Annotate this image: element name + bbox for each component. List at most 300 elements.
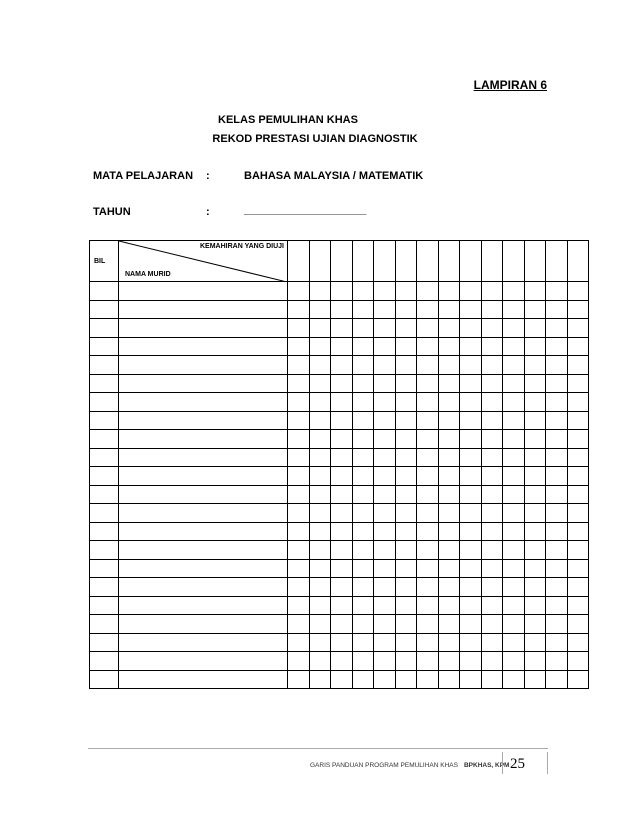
bil-cell[interactable] (90, 448, 119, 467)
skill-result-cell[interactable] (352, 337, 374, 356)
student-name-cell[interactable] (119, 467, 288, 486)
skill-result-cell[interactable] (352, 393, 374, 412)
skill-result-cell[interactable] (503, 596, 525, 615)
skill-result-cell[interactable] (288, 652, 310, 671)
skill-result-cell[interactable] (331, 504, 353, 523)
skill-result-cell[interactable] (331, 393, 353, 412)
skill-header-cell[interactable] (567, 241, 589, 282)
skill-result-cell[interactable] (352, 652, 374, 671)
skill-result-cell[interactable] (395, 411, 417, 430)
bil-cell[interactable] (90, 578, 119, 597)
skill-result-cell[interactable] (417, 282, 439, 301)
skill-result-cell[interactable] (567, 356, 589, 375)
skill-result-cell[interactable] (417, 485, 439, 504)
skill-result-cell[interactable] (438, 430, 460, 449)
skill-header-cell[interactable] (481, 241, 503, 282)
skill-result-cell[interactable] (546, 282, 568, 301)
skill-result-cell[interactable] (481, 448, 503, 467)
skill-result-cell[interactable] (524, 541, 546, 560)
skill-result-cell[interactable] (503, 430, 525, 449)
skill-result-cell[interactable] (546, 393, 568, 412)
skill-result-cell[interactable] (309, 541, 331, 560)
skill-result-cell[interactable] (374, 485, 396, 504)
skill-result-cell[interactable] (460, 670, 482, 689)
skill-result-cell[interactable] (524, 467, 546, 486)
skill-result-cell[interactable] (460, 393, 482, 412)
skill-result-cell[interactable] (309, 485, 331, 504)
skill-result-cell[interactable] (374, 670, 396, 689)
skill-result-cell[interactable] (503, 541, 525, 560)
skill-result-cell[interactable] (288, 633, 310, 652)
skill-result-cell[interactable] (546, 522, 568, 541)
skill-result-cell[interactable] (546, 578, 568, 597)
skill-result-cell[interactable] (438, 448, 460, 467)
skill-result-cell[interactable] (503, 670, 525, 689)
student-name-cell[interactable] (119, 319, 288, 338)
skill-result-cell[interactable] (524, 652, 546, 671)
bil-cell[interactable] (90, 337, 119, 356)
skill-result-cell[interactable] (481, 300, 503, 319)
skill-result-cell[interactable] (331, 578, 353, 597)
skill-result-cell[interactable] (331, 282, 353, 301)
skill-result-cell[interactable] (524, 504, 546, 523)
skill-result-cell[interactable] (460, 596, 482, 615)
skill-result-cell[interactable] (417, 467, 439, 486)
skill-header-cell[interactable] (309, 241, 331, 282)
skill-result-cell[interactable] (460, 282, 482, 301)
skill-result-cell[interactable] (524, 393, 546, 412)
skill-result-cell[interactable] (288, 522, 310, 541)
skill-result-cell[interactable] (309, 430, 331, 449)
skill-result-cell[interactable] (331, 430, 353, 449)
skill-result-cell[interactable] (460, 300, 482, 319)
skill-result-cell[interactable] (309, 633, 331, 652)
skill-result-cell[interactable] (438, 596, 460, 615)
skill-result-cell[interactable] (374, 374, 396, 393)
skill-result-cell[interactable] (374, 282, 396, 301)
skill-result-cell[interactable] (395, 578, 417, 597)
student-name-cell[interactable] (119, 485, 288, 504)
bil-cell[interactable] (90, 467, 119, 486)
skill-result-cell[interactable] (524, 615, 546, 634)
skill-result-cell[interactable] (309, 282, 331, 301)
skill-result-cell[interactable] (438, 300, 460, 319)
skill-result-cell[interactable] (546, 485, 568, 504)
bil-cell[interactable] (90, 522, 119, 541)
skill-result-cell[interactable] (288, 485, 310, 504)
student-name-cell[interactable] (119, 522, 288, 541)
bil-cell[interactable] (90, 430, 119, 449)
skill-result-cell[interactable] (503, 578, 525, 597)
skill-result-cell[interactable] (503, 504, 525, 523)
skill-result-cell[interactable] (331, 300, 353, 319)
skill-result-cell[interactable] (331, 448, 353, 467)
skill-result-cell[interactable] (331, 670, 353, 689)
student-name-cell[interactable] (119, 559, 288, 578)
skill-result-cell[interactable] (438, 670, 460, 689)
skill-result-cell[interactable] (524, 559, 546, 578)
skill-result-cell[interactable] (352, 448, 374, 467)
skill-result-cell[interactable] (331, 633, 353, 652)
skill-result-cell[interactable] (417, 448, 439, 467)
skill-result-cell[interactable] (395, 670, 417, 689)
skill-result-cell[interactable] (567, 448, 589, 467)
skill-result-cell[interactable] (374, 615, 396, 634)
skill-result-cell[interactable] (481, 652, 503, 671)
skill-result-cell[interactable] (374, 467, 396, 486)
skill-result-cell[interactable] (546, 374, 568, 393)
skill-result-cell[interactable] (374, 300, 396, 319)
skill-result-cell[interactable] (395, 559, 417, 578)
skill-result-cell[interactable] (503, 393, 525, 412)
skill-result-cell[interactable] (352, 356, 374, 375)
skill-result-cell[interactable] (395, 430, 417, 449)
skill-result-cell[interactable] (438, 393, 460, 412)
skill-result-cell[interactable] (352, 633, 374, 652)
skill-result-cell[interactable] (481, 356, 503, 375)
skill-result-cell[interactable] (288, 615, 310, 634)
skill-result-cell[interactable] (352, 282, 374, 301)
skill-result-cell[interactable] (309, 652, 331, 671)
skill-result-cell[interactable] (503, 633, 525, 652)
student-name-cell[interactable] (119, 356, 288, 375)
skill-result-cell[interactable] (288, 541, 310, 560)
skill-result-cell[interactable] (395, 337, 417, 356)
skill-result-cell[interactable] (438, 615, 460, 634)
skill-result-cell[interactable] (460, 467, 482, 486)
bil-cell[interactable] (90, 411, 119, 430)
skill-result-cell[interactable] (417, 670, 439, 689)
skill-result-cell[interactable] (438, 559, 460, 578)
student-name-cell[interactable] (119, 615, 288, 634)
skill-result-cell[interactable] (481, 670, 503, 689)
skill-result-cell[interactable] (352, 596, 374, 615)
skill-result-cell[interactable] (567, 411, 589, 430)
skill-result-cell[interactable] (352, 430, 374, 449)
skill-result-cell[interactable] (417, 300, 439, 319)
skill-result-cell[interactable] (288, 430, 310, 449)
skill-header-cell[interactable] (395, 241, 417, 282)
skill-result-cell[interactable] (288, 670, 310, 689)
student-name-cell[interactable] (119, 411, 288, 430)
skill-result-cell[interactable] (374, 578, 396, 597)
bil-cell[interactable] (90, 596, 119, 615)
skill-result-cell[interactable] (395, 319, 417, 338)
skill-result-cell[interactable] (567, 374, 589, 393)
skill-result-cell[interactable] (567, 596, 589, 615)
skill-result-cell[interactable] (417, 337, 439, 356)
skill-result-cell[interactable] (288, 300, 310, 319)
skill-result-cell[interactable] (546, 559, 568, 578)
skill-result-cell[interactable] (438, 633, 460, 652)
bil-cell[interactable] (90, 504, 119, 523)
skill-result-cell[interactable] (309, 356, 331, 375)
skill-result-cell[interactable] (524, 485, 546, 504)
skill-result-cell[interactable] (567, 467, 589, 486)
skill-result-cell[interactable] (352, 522, 374, 541)
skill-result-cell[interactable] (438, 356, 460, 375)
skill-result-cell[interactable] (460, 337, 482, 356)
skill-result-cell[interactable] (524, 411, 546, 430)
skill-result-cell[interactable] (567, 652, 589, 671)
skill-result-cell[interactable] (503, 448, 525, 467)
skill-result-cell[interactable] (288, 319, 310, 338)
skill-result-cell[interactable] (546, 356, 568, 375)
skill-result-cell[interactable] (481, 430, 503, 449)
skill-result-cell[interactable] (503, 319, 525, 338)
skill-result-cell[interactable] (546, 411, 568, 430)
skill-result-cell[interactable] (417, 374, 439, 393)
skill-result-cell[interactable] (567, 282, 589, 301)
student-name-cell[interactable] (119, 504, 288, 523)
skill-result-cell[interactable] (352, 578, 374, 597)
skill-result-cell[interactable] (524, 282, 546, 301)
skill-result-cell[interactable] (309, 504, 331, 523)
skill-result-cell[interactable] (438, 467, 460, 486)
skill-result-cell[interactable] (460, 633, 482, 652)
skill-header-cell[interactable] (417, 241, 439, 282)
student-name-cell[interactable] (119, 670, 288, 689)
skill-result-cell[interactable] (395, 522, 417, 541)
skill-result-cell[interactable] (503, 652, 525, 671)
skill-result-cell[interactable] (374, 559, 396, 578)
skill-result-cell[interactable] (352, 374, 374, 393)
skill-result-cell[interactable] (567, 319, 589, 338)
skill-result-cell[interactable] (546, 430, 568, 449)
skill-result-cell[interactable] (524, 448, 546, 467)
skill-result-cell[interactable] (331, 559, 353, 578)
skill-result-cell[interactable] (546, 504, 568, 523)
student-name-cell[interactable] (119, 596, 288, 615)
skill-result-cell[interactable] (481, 522, 503, 541)
skill-result-cell[interactable] (524, 430, 546, 449)
skill-result-cell[interactable] (438, 374, 460, 393)
skill-result-cell[interactable] (567, 559, 589, 578)
skill-result-cell[interactable] (417, 319, 439, 338)
skill-result-cell[interactable] (546, 652, 568, 671)
bil-cell[interactable] (90, 319, 119, 338)
skill-result-cell[interactable] (309, 615, 331, 634)
skill-result-cell[interactable] (438, 485, 460, 504)
skill-result-cell[interactable] (460, 319, 482, 338)
bil-cell[interactable] (90, 356, 119, 375)
skill-result-cell[interactable] (417, 430, 439, 449)
skill-result-cell[interactable] (503, 411, 525, 430)
skill-result-cell[interactable] (524, 522, 546, 541)
skill-header-cell[interactable] (524, 241, 546, 282)
student-name-cell[interactable] (119, 282, 288, 301)
skill-result-cell[interactable] (567, 633, 589, 652)
student-name-cell[interactable] (119, 430, 288, 449)
bil-cell[interactable] (90, 393, 119, 412)
skill-result-cell[interactable] (438, 522, 460, 541)
skill-result-cell[interactable] (481, 467, 503, 486)
student-name-cell[interactable] (119, 633, 288, 652)
skill-result-cell[interactable] (352, 670, 374, 689)
skill-result-cell[interactable] (331, 467, 353, 486)
skill-header-cell[interactable] (331, 241, 353, 282)
skill-result-cell[interactable] (417, 356, 439, 375)
skill-result-cell[interactable] (288, 504, 310, 523)
skill-result-cell[interactable] (481, 411, 503, 430)
skill-result-cell[interactable] (395, 374, 417, 393)
skill-result-cell[interactable] (288, 411, 310, 430)
skill-result-cell[interactable] (460, 652, 482, 671)
skill-result-cell[interactable] (524, 578, 546, 597)
skill-result-cell[interactable] (309, 467, 331, 486)
student-name-cell[interactable] (119, 578, 288, 597)
skill-result-cell[interactable] (331, 411, 353, 430)
skill-result-cell[interactable] (395, 448, 417, 467)
skill-result-cell[interactable] (503, 337, 525, 356)
skill-result-cell[interactable] (460, 448, 482, 467)
skill-result-cell[interactable] (417, 504, 439, 523)
skill-result-cell[interactable] (374, 337, 396, 356)
skill-result-cell[interactable] (309, 374, 331, 393)
skill-result-cell[interactable] (503, 559, 525, 578)
skill-result-cell[interactable] (503, 282, 525, 301)
skill-result-cell[interactable] (460, 504, 482, 523)
skill-result-cell[interactable] (481, 633, 503, 652)
skill-result-cell[interactable] (546, 670, 568, 689)
skill-header-cell[interactable] (374, 241, 396, 282)
skill-result-cell[interactable] (352, 485, 374, 504)
skill-result-cell[interactable] (352, 541, 374, 560)
skill-result-cell[interactable] (309, 448, 331, 467)
skill-result-cell[interactable] (481, 485, 503, 504)
skill-result-cell[interactable] (288, 282, 310, 301)
bil-cell[interactable] (90, 282, 119, 301)
skill-result-cell[interactable] (417, 652, 439, 671)
skill-result-cell[interactable] (288, 578, 310, 597)
skill-result-cell[interactable] (309, 300, 331, 319)
skill-result-cell[interactable] (309, 596, 331, 615)
skill-result-cell[interactable] (460, 578, 482, 597)
skill-result-cell[interactable] (481, 559, 503, 578)
skill-result-cell[interactable] (309, 559, 331, 578)
student-name-cell[interactable] (119, 374, 288, 393)
skill-result-cell[interactable] (481, 615, 503, 634)
skill-result-cell[interactable] (524, 596, 546, 615)
student-name-cell[interactable] (119, 337, 288, 356)
skill-result-cell[interactable] (524, 300, 546, 319)
skill-result-cell[interactable] (417, 411, 439, 430)
skill-result-cell[interactable] (481, 374, 503, 393)
skill-result-cell[interactable] (395, 504, 417, 523)
skill-result-cell[interactable] (481, 578, 503, 597)
skill-result-cell[interactable] (331, 337, 353, 356)
skill-result-cell[interactable] (503, 485, 525, 504)
skill-result-cell[interactable] (546, 448, 568, 467)
skill-result-cell[interactable] (460, 615, 482, 634)
skill-header-cell[interactable] (503, 241, 525, 282)
skill-result-cell[interactable] (481, 319, 503, 338)
skill-result-cell[interactable] (395, 282, 417, 301)
skill-result-cell[interactable] (524, 319, 546, 338)
skill-result-cell[interactable] (288, 448, 310, 467)
skill-result-cell[interactable] (438, 541, 460, 560)
skill-result-cell[interactable] (503, 615, 525, 634)
skill-result-cell[interactable] (288, 467, 310, 486)
skill-result-cell[interactable] (331, 522, 353, 541)
skill-result-cell[interactable] (374, 541, 396, 560)
skill-result-cell[interactable] (567, 300, 589, 319)
bil-cell[interactable] (90, 559, 119, 578)
skill-result-cell[interactable] (309, 319, 331, 338)
student-name-cell[interactable] (119, 541, 288, 560)
skill-result-cell[interactable] (395, 596, 417, 615)
skill-result-cell[interactable] (374, 356, 396, 375)
student-name-cell[interactable] (119, 393, 288, 412)
skill-result-cell[interactable] (481, 541, 503, 560)
skill-result-cell[interactable] (331, 319, 353, 338)
skill-result-cell[interactable] (331, 485, 353, 504)
skill-result-cell[interactable] (524, 356, 546, 375)
skill-result-cell[interactable] (567, 337, 589, 356)
skill-result-cell[interactable] (460, 430, 482, 449)
bil-cell[interactable] (90, 633, 119, 652)
skill-result-cell[interactable] (460, 522, 482, 541)
student-name-cell[interactable] (119, 300, 288, 319)
skill-result-cell[interactable] (460, 541, 482, 560)
skill-result-cell[interactable] (567, 615, 589, 634)
skill-result-cell[interactable] (331, 374, 353, 393)
skill-result-cell[interactable] (460, 356, 482, 375)
skill-result-cell[interactable] (374, 448, 396, 467)
skill-result-cell[interactable] (460, 374, 482, 393)
skill-header-cell[interactable] (352, 241, 374, 282)
skill-result-cell[interactable] (438, 319, 460, 338)
skill-result-cell[interactable] (546, 615, 568, 634)
skill-result-cell[interactable] (481, 504, 503, 523)
skill-result-cell[interactable] (438, 652, 460, 671)
skill-result-cell[interactable] (288, 374, 310, 393)
skill-header-cell[interactable] (288, 241, 310, 282)
skill-result-cell[interactable] (567, 670, 589, 689)
skill-result-cell[interactable] (352, 319, 374, 338)
skill-result-cell[interactable] (288, 356, 310, 375)
bil-cell[interactable] (90, 485, 119, 504)
skill-result-cell[interactable] (503, 467, 525, 486)
skill-result-cell[interactable] (395, 300, 417, 319)
skill-result-cell[interactable] (503, 300, 525, 319)
skill-result-cell[interactable] (374, 411, 396, 430)
skill-result-cell[interactable] (395, 652, 417, 671)
skill-result-cell[interactable] (481, 596, 503, 615)
skill-result-cell[interactable] (438, 504, 460, 523)
skill-result-cell[interactable] (503, 522, 525, 541)
skill-result-cell[interactable] (524, 670, 546, 689)
skill-result-cell[interactable] (481, 393, 503, 412)
skill-result-cell[interactable] (395, 467, 417, 486)
skill-result-cell[interactable] (524, 337, 546, 356)
year-value-blank[interactable]: ____________________ (244, 204, 367, 216)
skill-result-cell[interactable] (567, 430, 589, 449)
skill-result-cell[interactable] (352, 559, 374, 578)
skill-result-cell[interactable] (503, 356, 525, 375)
skill-result-cell[interactable] (524, 374, 546, 393)
skill-result-cell[interactable] (481, 282, 503, 301)
skill-result-cell[interactable] (288, 337, 310, 356)
skill-result-cell[interactable] (524, 633, 546, 652)
bil-cell[interactable] (90, 652, 119, 671)
skill-result-cell[interactable] (374, 652, 396, 671)
skill-result-cell[interactable] (567, 485, 589, 504)
skill-result-cell[interactable] (352, 504, 374, 523)
skill-result-cell[interactable] (395, 393, 417, 412)
skill-result-cell[interactable] (395, 485, 417, 504)
skill-result-cell[interactable] (417, 615, 439, 634)
